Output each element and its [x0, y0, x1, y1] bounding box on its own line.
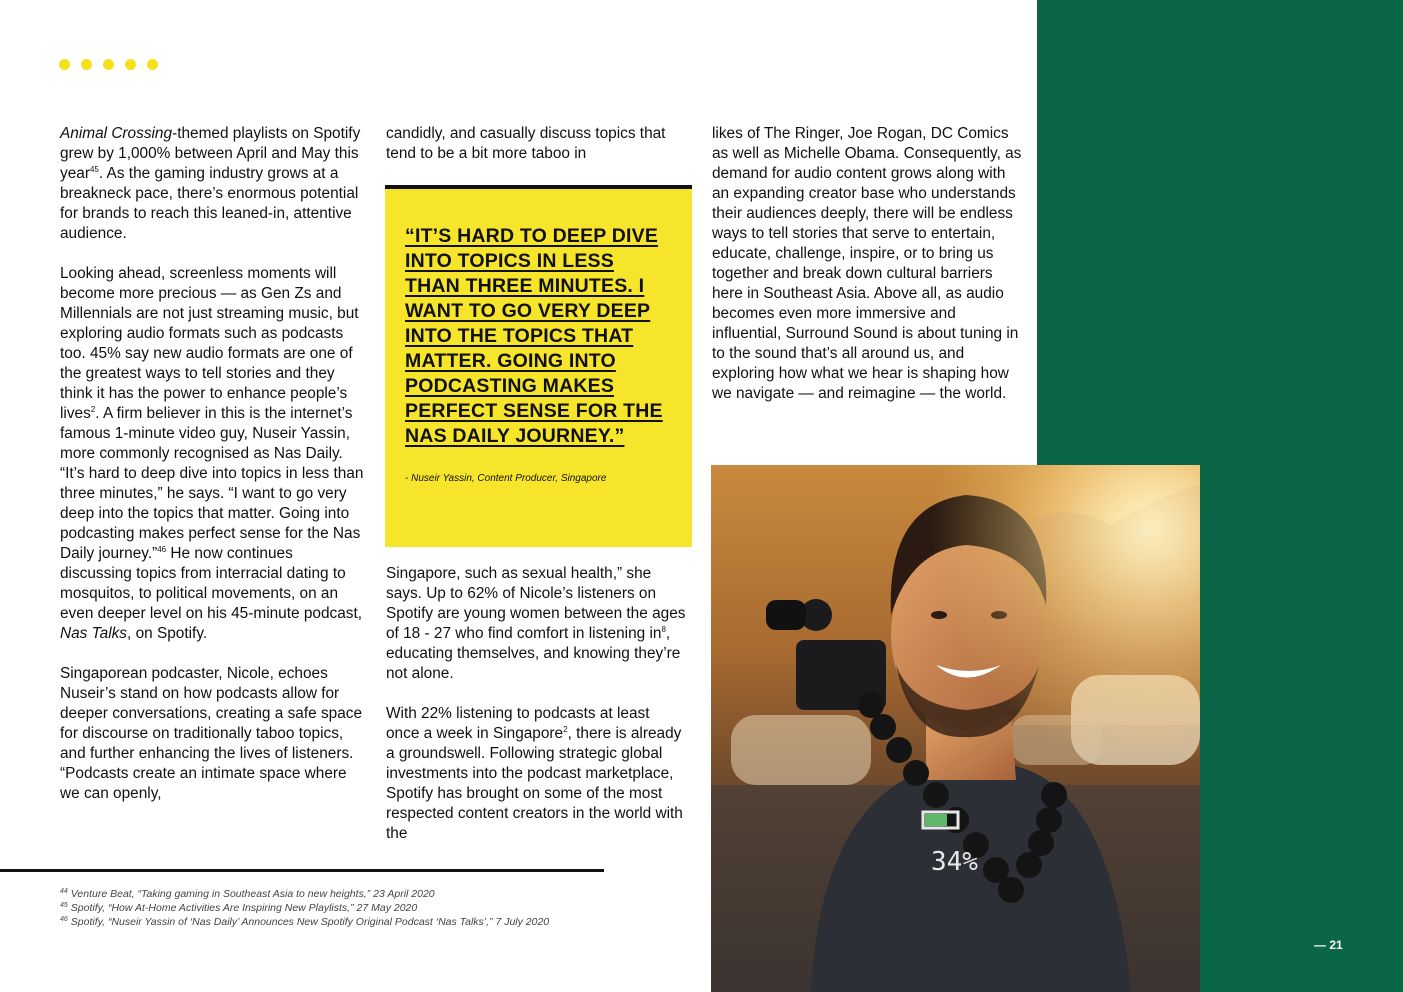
paragraph: likes of The Ringer, Joe Rogan, DC Comics as well as Michelle Obama. Consequently, as demand for audio content grows along with an expanding creator base who understands their audiences deeply, there will be endless ways to tell stories that serve to entertain, educate, challenge, inspire, or to bring us together and break down cultural barriers here in Southeast Asia. Above all, as audio becomes even more immersive and influential, Surround Sound is about tuning in to the sound that’s all around us, and exploring how what we hear is shaping how we navigate — and reimagine — the world.: [712, 125, 1022, 402]
paragraph: With 22% listening to podcasts at least once a week in Singapore$^2$, there is already a groundswell. Following strategic global investments into the podcast marketplace, Spotify has brought on some of the most respected content creators in the world with the: [386, 705, 683, 842]
pull-quote-text: “IT’S HARD TO DEEP DIVE INTO TOPICS IN LESS THAN THREE MINUTES. I WANT TO GO VERY DEEP INTO THE TOPICS THAT MATTER. GOING INTO PODCASTING MAKES PERFECT SENSE FOR THE NAS DAILY JOURNEY.”: [405, 225, 663, 447]
dot-icon: [147, 59, 158, 70]
footnote-item: $^{45}$ Spotify, “How At-Home Activities Are Inspiring New Playlists,” 27 May 2020: [60, 901, 418, 914]
body-column-1: [60, 124, 365, 804]
footnote-ref: 45: [89, 164, 99, 174]
footnote-item: $^{46}$ Spotify, “Nuseir Yassin of ‘Nas Daily’ Announces New Spotify Original Podcast ‘Nas Talks’,” 7 July 2020: [60, 915, 550, 928]
footnote-ref: 2: [90, 404, 96, 414]
footnote-ref: 46: [157, 544, 167, 554]
footnote-ref: 2: [563, 724, 568, 734]
footnote-ref: 8: [661, 624, 666, 634]
paragraph: Singapore, such as sexual health,” she says. Up to 62% of Nicole’s listeners on Spotify are young women between the ages of 18 - 27 who find comfort in listening $in^8$, educating themselves, and knowing they’re not alone.: [386, 565, 686, 682]
dot-icon: [59, 59, 70, 70]
decorative-dots: [59, 59, 158, 70]
body-column-3: [712, 124, 1022, 404]
dot-icon: [103, 59, 114, 70]
footnotes: [60, 887, 620, 929]
body-column-2-bottom: [386, 564, 686, 844]
paragraph: Looking ahead, screenless moments will become more precious — as Gen Zs and Millennials are not just streaming music, but exploring audio formats such as podcasts too. 45% say new audio formats are one of the greatest ways to tell stories and they think it has the power to enhance people’s lives$^2$. A firm believer in this is the internet’s famous 1-minute video guy, Nuseir Yassin, more commonly recognised as Nas Daily. “It’s hard to deep dive into topics in less than three minutes,” he says. “I want to go very deep into the topics that matter. Going into podcasting makes perfect sense for the Nas Daily journey.”$^{46}$ He now continues discussing topics from interracial dating to mosquitos, to political movements, on an even deeper level on his 45-minute podcast, Nas Talks, on Spotify.: [60, 265, 364, 642]
portrait-photo: [711, 465, 1200, 992]
paragraph: Animal Crossing-themed playlists on Spotify grew by 1,000% between April and May this year$^{45}$. As the gaming industry grows at a breakneck pace, there’s enormous potential for brands to reach this leaned-in, attentive audience.: [60, 125, 361, 242]
footnote-divider: [0, 869, 604, 872]
page-number: — 21: [1314, 938, 1343, 952]
portrait-illustration: [711, 465, 1200, 992]
paragraph: candidly, and casually discuss topics that tend to be a bit more taboo in: [386, 125, 666, 162]
paragraph: Singaporean podcaster, Nicole, echoes Nuseir’s stand on how podcasts allow for deeper conversations, creating a safe space for discourse on traditionally taboo topics, and further enhancing the lives of listeners. “Podcasts create an intimate space where we can openly,: [60, 665, 363, 802]
pull-quote-attribution: - Nuseir Yassin, Content Producer, Singapore: [405, 473, 607, 484]
dot-icon: [125, 59, 136, 70]
pull-quote-box: [385, 185, 692, 547]
body-column-2-top: [386, 124, 686, 164]
dot-icon: [81, 59, 92, 70]
footnote-item: $^{44}$ Venture Beat, “Taking gaming in Southeast Asia to new heights,” 23 April 2020: [60, 887, 435, 900]
